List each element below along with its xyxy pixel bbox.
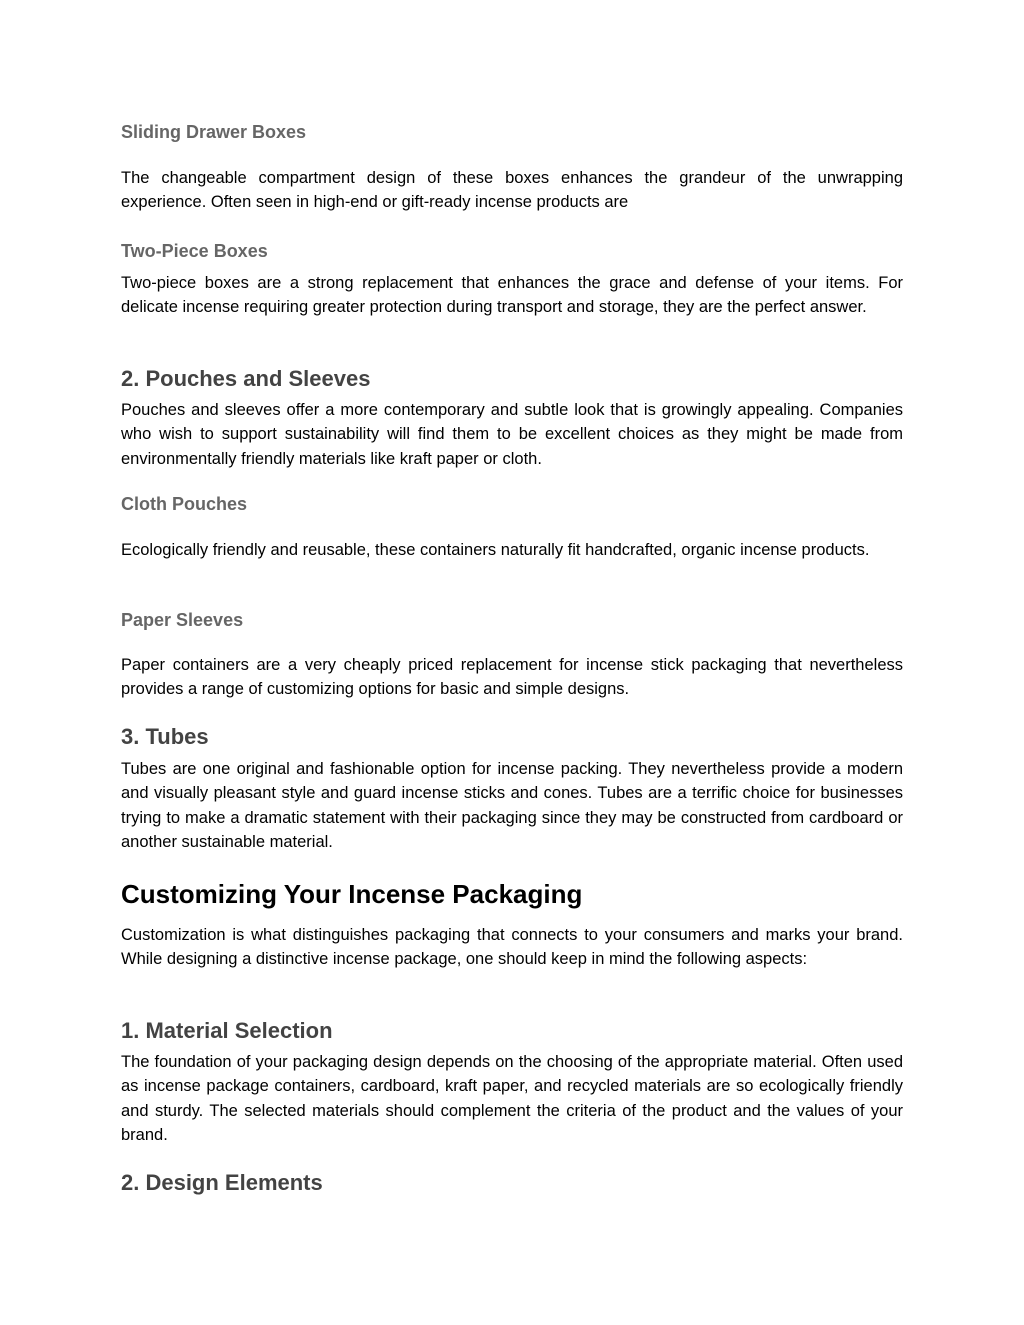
two-piece-heading: Two-Piece Boxes bbox=[121, 241, 268, 261]
pouches-sleeves-heading: 2. Pouches and Sleeves bbox=[121, 366, 371, 391]
tubes-heading: 3. Tubes bbox=[121, 724, 209, 749]
paper-sleeves-heading: Paper Sleeves bbox=[121, 610, 244, 630]
customizing-paragraph: Customization is what distinguishes packaging that connects to your consumers and marks your brand. While designing a distinctive incense package, one should keep in mind the following aspects: bbox=[121, 926, 903, 969]
design-elements-heading: 2. Design Elements bbox=[121, 1170, 323, 1195]
sliding-drawer-heading: Sliding Drawer Boxes bbox=[121, 122, 307, 142]
customizing-heading: Customizing Your Incense Packaging bbox=[121, 879, 583, 909]
material-selection-heading: 1. Material Selection bbox=[121, 1018, 333, 1043]
tubes-paragraph: Tubes are one original and fashionable option for incense packing. They nevertheless provide a modern and visually pleasant style and guard incense sticks and cones. Tubes are a terrific choice for businesses trying to make a dramatic statement with their packaging since they may be constructed from cardboard or another sustainable material. bbox=[121, 760, 903, 851]
paper-sleeves-paragraph: Paper containers are a very cheaply priced replacement for incense stick packaging that nevertheless provides a range of customizing options for basic and simple designs. bbox=[121, 656, 903, 699]
two-piece-paragraph: Two-piece boxes are a strong replacement that enhances the grace and defense of your items. For delicate incense requiring greater protection during transport and storage, they are the perfect answer. bbox=[121, 274, 903, 317]
material-selection-paragraph: The foundation of your packaging design depends on the choosing of the appropriate material. Often used as incense package containers, cardboard, kraft paper, and recycled materials are so ecologically friendly and sturdy. The selected materials should complement the criteria of the product and the values of your brand. bbox=[121, 1053, 903, 1144]
sliding-drawer-paragraph: The changeable compartment design of these boxes enhances the grandeur of the unwrapping experience. Often seen in high-end or gift-ready incense products are bbox=[121, 169, 903, 212]
cloth-pouches-heading: Cloth Pouches bbox=[121, 494, 248, 514]
pouches-sleeves-paragraph: Pouches and sleeves offer a more contemporary and subtle look that is growingly appealing. Companies who wish to support sustainability will find them to be excellent choices as they might be made from environmentally friendly materials like kraft paper or cloth. bbox=[121, 401, 903, 468]
cloth-pouches-paragraph: Ecologically friendly and reusable, these containers naturally fit handcrafted, organic incense products. bbox=[121, 541, 870, 559]
